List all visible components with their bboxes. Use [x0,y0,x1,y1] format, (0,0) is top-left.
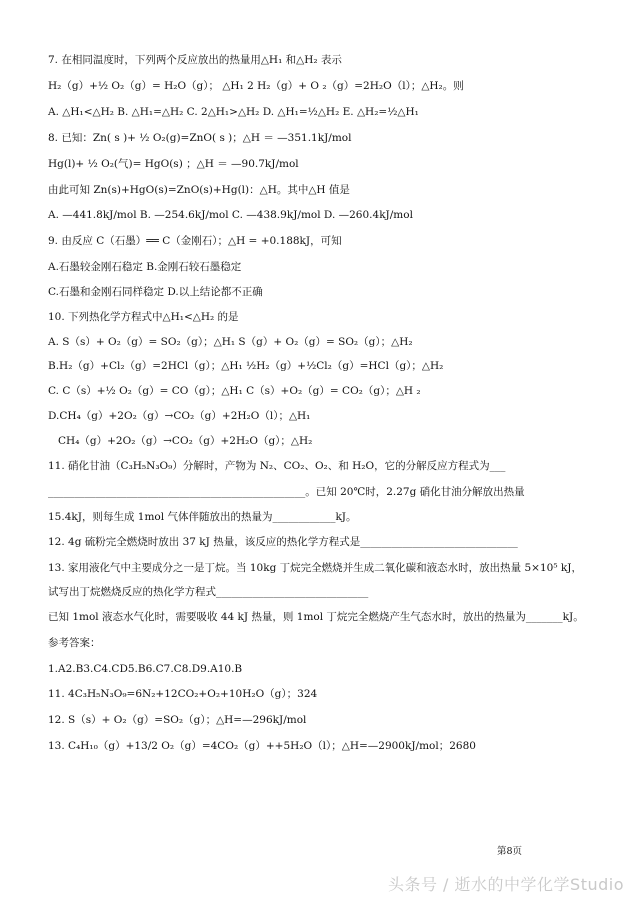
question-7-equations: H₂（g）+½ O₂（g）= H₂O（g）； △H₁ 2 H₂（g）+ O ₂（g）=2H₂O（l）；△H₂。则 [48,80,464,92]
question-8-equation-2: Hg(l)+ ½ O₂(气)= HgO(s) ；△H ＝ —90.7kJ/mol [48,158,299,170]
question-9-options-ab: A.石墨较金刚石稳定 B.金刚石较石墨稳定 [48,261,242,273]
question-9-options-cd: C.石墨和金刚石同样稳定 D.以上结论都不正确 [48,286,263,298]
question-8-derivation: 由此可知 Zn(s)+HgO(s)=ZnO(s)+Hg(l)：△H。其中△H 值是 [48,184,350,196]
question-7-stem: 7. 在相同温度时，下列两个反应放出的热量用△H₁ 和△H₂ 表示 [48,54,342,66]
question-11-line-1: 11. 硝化甘油（C₃H₅N₃O₉）分解时，产物为 N₂、CO₂、O₂、和 H₂O，它的分解反应方程式为___ [48,460,506,472]
page-number: 第8页 [497,846,523,857]
answer-multiple-choice: 1.A2.B3.C4.CD5.B6.C7.C8.D9.A10.B [48,663,243,675]
question-9-stem: 9. 由反应 C（石墨）══ C（金刚石）；△H = +0.188kJ，可知 [48,235,342,247]
question-10-option-d-2: CH₄（g）+2O₂（g）→CO₂（g）+2H₂O（g）；△H₂ [58,435,313,447]
answer-12: 12. S（s）+ O₂（g）=SO₂（g）；△H=—296kJ/mol [48,714,307,726]
question-12: 12. 4g 硫粉完全燃烧时放出 37 kJ 热量，该反应的热化学方程式是______________________________ [48,536,518,548]
question-13-line-1: 13. 家用液化气中主要成分之一是丁烷。当 10kg 丁烷完全燃烧并生成二氧化碳和液态水时，放出热量 5×10⁵ kJ， [48,562,582,574]
question-10-option-b: B.H₂（g）+Cl₂（g）=2HCl（g）；△H₁ ½H₂（g）+½Cl₂（g）=HCl（g）；△H₂ [48,360,444,372]
watermark: 头条号 / 逝水的中学化学Studio [387,875,624,894]
question-8-options: A. —441.8kJ/mol B. —254.6kJ/mol C. —438.9kJ/mol D. —260.4kJ/mol [48,209,413,221]
answer-13: 13. C₄H₁₀（g）+13/2 O₂（g）=4CO₂（g）++5H₂O（l）；△H=—2900kJ/mol；2680 [48,740,476,752]
answer-11: 11. 4C₃H₅N₃O₉=6N₂+12CO₂+O₂+10H₂O（g）；324 [48,688,318,700]
question-10-option-a: A. S（s）+ O₂（g）= SO₂（g）；△H₁ S（g）+ O₂（g）= SO₂（g）；△H₂ [48,336,413,348]
question-11-line-2: _________________________________________________。已知 20℃时，2.27g 硝化甘油分解放出热量 [48,486,525,498]
answer-title: 参考答案： [48,637,101,649]
question-13-line-2: 试写出丁烷燃烧反应的热化学方程式_____________________________ [48,586,369,598]
question-13-line-3: 已知 1mol 液态水气化时，需要吸收 44 kJ 热量，则 1mol 丁烷完全燃烧产生气态水时，放出的热量为_______kJ。 [48,611,584,623]
question-10-option-c: C. C（s）+½ O₂（g）= CO（g）；△H₁ C（s）+O₂（g）= CO₂（g）；△H ₂ [48,385,421,397]
question-8-stem: 8. 已知：Zn( s )+ ½ O₂(g)=ZnO( s )；△H ＝ —351.1kJ/mol [48,132,352,144]
question-11-line-3: 15.4kJ，则每生成 1mol 气体伴随放出的热量为____________kJ。 [48,511,357,523]
question-7-options: A. △H₁<△H₂ B. △H₁=△H₂ C. 2△H₁>△H₂ D. △H₁=½△H₂ E. △H₂=½△H₁ [48,106,419,118]
question-10-option-d-1: D.CH₄（g）+2O₂（g）→CO₂（g）+2H₂O（l）；△H₁ [48,410,311,422]
question-10-stem: 10. 下列热化学方程式中△H₁<△H₂ 的是 [48,311,239,323]
